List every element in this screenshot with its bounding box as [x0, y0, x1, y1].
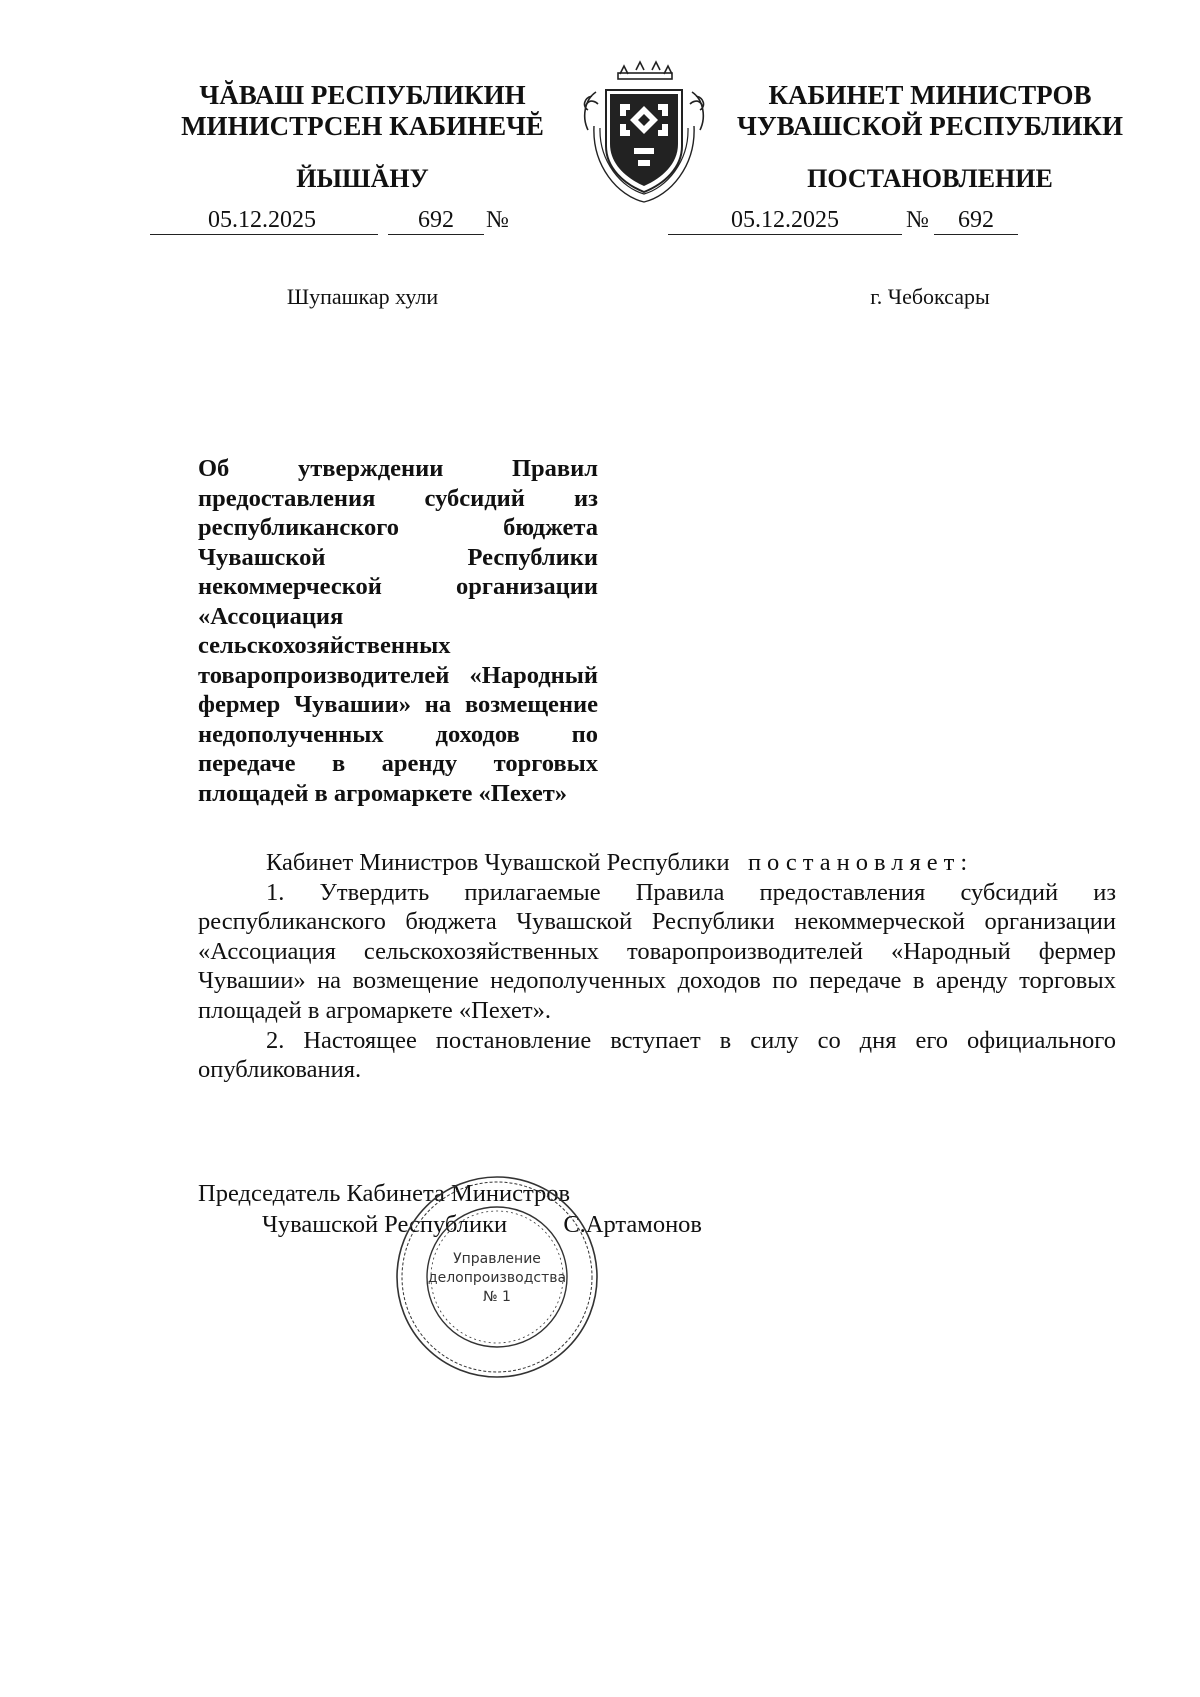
right-date-line — [668, 206, 902, 235]
intro-verb: постановляет: — [747, 849, 974, 876]
right-number-sign: № — [906, 207, 929, 233]
right-date: 05.12.2025 — [731, 207, 839, 233]
stamp-center-line1: Управление — [453, 1251, 541, 1267]
header-chuvash-line2: МИНИСТРСЕН КАБИНЕЧĔ — [181, 111, 544, 141]
intro-prefix: Кабинет Министров Чувашской Республики — [266, 849, 730, 876]
stamp-center-line3: № 1 — [483, 1289, 511, 1305]
right-number-line — [934, 206, 1018, 235]
document-body — [198, 848, 1116, 1085]
signature-name: С.Артамонов — [563, 1211, 702, 1238]
header-russian-line2: ЧУВАШСКОЙ РЕСПУБЛИКИ — [737, 111, 1123, 141]
document-title: Об утверждении Правил предоставления субсидий из республиканского бюджета Чувашской Республики некоммерческой организации «Ассоциация сельскохозяйственных товаропроизводителей «Народный фермер Чувашии» на возмещение недополученных доходов по передаче в аренду торговых площадей в агромаркете «Пехет» — [198, 455, 598, 807]
intro-paragraph — [198, 848, 1116, 878]
right-number: 692 — [958, 207, 994, 233]
signature-position-line2: Чувашской Республики — [262, 1211, 508, 1238]
left-number-line — [388, 206, 484, 235]
left-date: 05.12.2025 — [208, 207, 316, 233]
official-stamp — [392, 1172, 602, 1382]
header-chuvash — [160, 80, 565, 142]
place-russian: г. Чебоксары — [870, 284, 990, 309]
left-number: 692 — [418, 207, 454, 233]
body-item-2: 2. Настоящее постановление вступает в силу со дня его официального опубликования. — [198, 1026, 1116, 1084]
stamp-center-line2: делопроизводства — [427, 1270, 567, 1286]
doc-type-russian: ПОСТАНОВЛЕНИЕ — [807, 164, 1053, 193]
left-number-sign: № — [486, 207, 509, 233]
stamp-center — [392, 1250, 602, 1307]
left-date-line — [150, 206, 378, 235]
doc-type-chuvash: ЙЫШĂНУ — [296, 164, 429, 193]
place-chuvash: Шупашкар хули — [286, 284, 439, 309]
header-chuvash-line1: ЧĂВАШ РЕСПУБЛИКИН — [199, 80, 526, 110]
signature-position-line1: Председатель Кабинета Министров — [198, 1180, 571, 1207]
header-russian-line1: КАБИНЕТ МИНИСТРОВ — [768, 80, 1092, 110]
chuvash-coat-of-arms-icon — [574, 56, 714, 206]
body-item-1: 1. Утвердить прилагаемые Правила предоставления субсидий из республиканского бюджета Чувашской Республики некоммерческой организации «Ассоциация сельскохозяйственных товаропроизводителей «Народный фермер Чувашии» на возмещение недополученных доходов по передаче в аренду торговых площадей в агромаркете «Пехет». — [198, 878, 1116, 1024]
header-russian — [720, 80, 1140, 142]
